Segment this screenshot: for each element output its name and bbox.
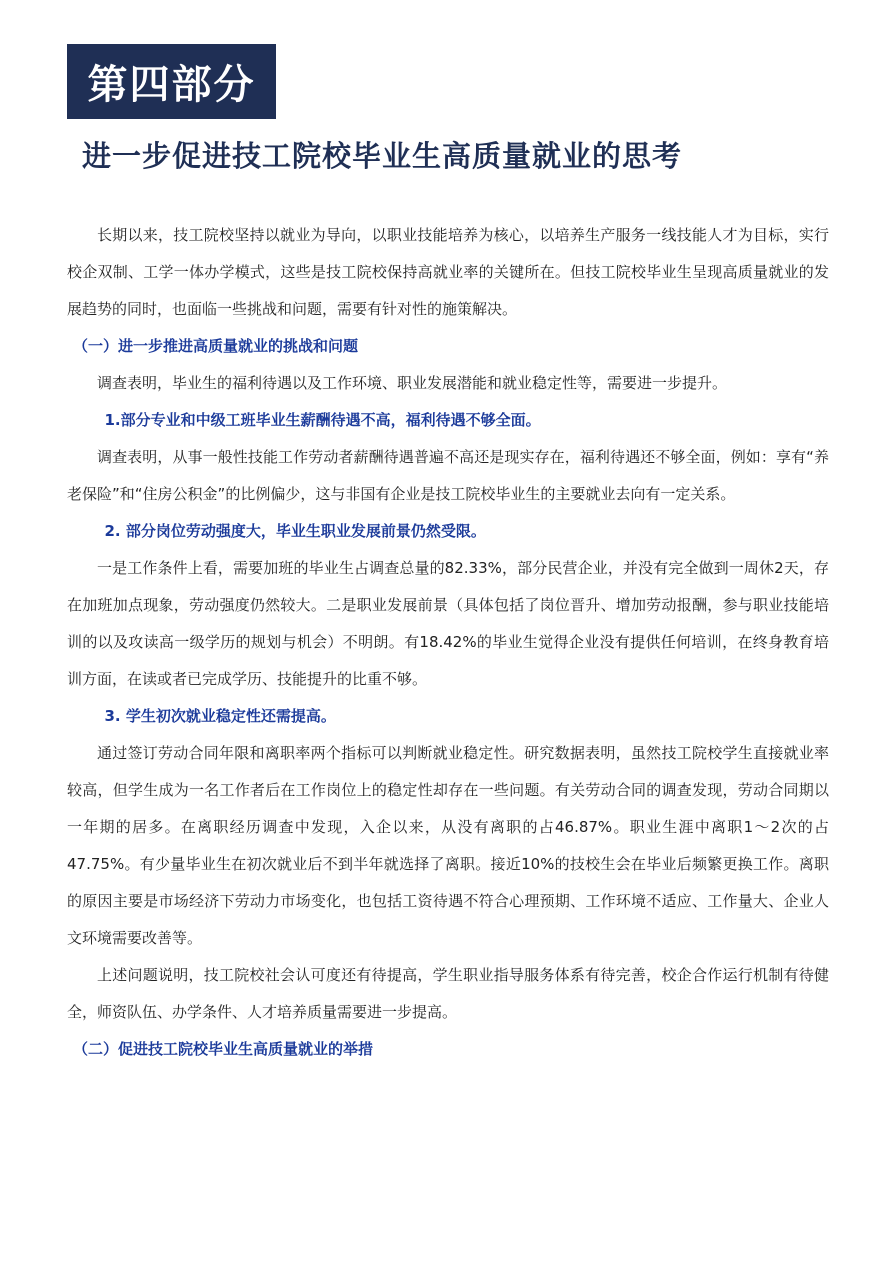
intro-paragraph: 长期以来，技工院校坚持以就业为导向，以职业技能培养为核心，以培养生产服务一线技能人才为目标，实行校企双制、工学一体办学模式，这些是技工院校保持高就业率的关键所在。但技工院校毕业生呈现高质量就业的发展趋势的同时，也面临一些挑战和问题，需要有针对性的施策解决。	[67, 226, 829, 318]
subsection-1-heading: 1.部分专业和中级工班毕业生薪酬待遇不高，福利待遇不够全面。	[104, 411, 541, 429]
subsection-3-heading: 3. 学生初次就业稳定性还需提高。	[104, 707, 336, 725]
part-label: 第四部分	[87, 61, 256, 108]
part-banner	[67, 44, 276, 119]
subsection-2-heading: 2. 部分岗位劳动强度大，毕业生职业发展前景仍然受限。	[104, 522, 486, 540]
section-2-heading: （二）促进技工院校毕业生高质量就业的举措	[73, 1040, 374, 1058]
subsection-2-text: 一是工作条件上看，需要加班的毕业生占调查总量的82.33%，部分民营企业，并没有完全做到一周休2天，存在加班加点现象，劳动强度仍然较大。二是职业发展前景（具体包括了岗位晋升、增加劳动报酬，参与职业技能培训的以及攻读高一级学历的规划与机会）不明朗。有18.42%的毕业生觉得企业没有提供任何培训，在终身教育培训方面，在读或者已完成学历、技能提升的比重不够。	[67, 559, 829, 688]
chapter-title: 进一步促进技工院校毕业生高质量就业的思考	[82, 139, 683, 173]
section-1-summary: 上述问题说明，技工院校社会认可度还有待提高，学生职业指导服务体系有待完善，校企合作运行机制有待健全，师资队伍、办学条件、人才培养质量需要进一步提高。	[67, 966, 829, 1021]
section-1-heading: （一）进一步推进高质量就业的挑战和问题	[73, 337, 359, 355]
section-1-intro: 调查表明，毕业生的福利待遇以及工作环境、职业发展潜能和就业稳定性等，需要进一步提升。	[97, 374, 728, 392]
subsection-1-text: 调查表明，从事一般性技能工作劳动者薪酬待遇普遍不高还是现实存在，福利待遇还不够全面，例如：享有“养老保险”和“住房公积金”的比例偏少，这与非国有企业是技工院校毕业生的主要就业去向有一定关系。	[67, 448, 829, 503]
subsection-3-text: 通过签订劳动合同年限和离职率两个指标可以判断就业稳定性。研究数据表明，虽然技工院校学生直接就业率较高，但学生成为一名工作者后在工作岗位上的稳定性却存在一些问题。有关劳动合同的调查发现，劳动合同期以一年期的居多。在离职经历调查中发现，入企以来，从没有离职的占46.87%。职业生涯中离职1～2次的占47.75%。有少量毕业生在初次就业后不到半年就选择了离职。接近10%的技校生会在毕业后频繁更换工作。离职的原因主要是市场经济下劳动力市场变化，也包括工资待遇不符合心理预期、工作环境不适应、工作量大、企业人文环境需要改善等。	[67, 744, 829, 947]
document-body	[67, 217, 829, 1068]
